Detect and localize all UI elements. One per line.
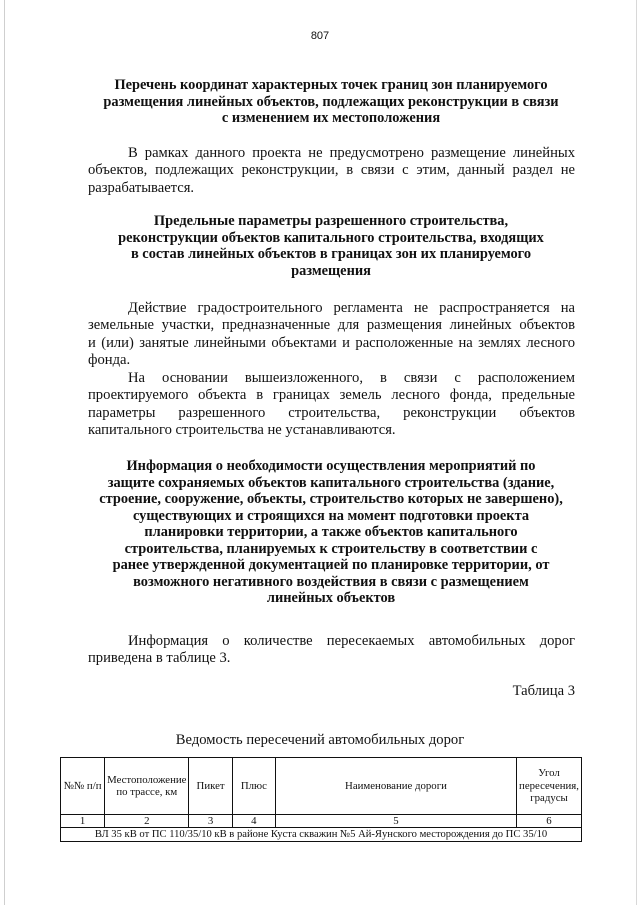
column-header-location: Местоположение по трассе, км: [105, 758, 189, 815]
paragraph-line: разрабатывается.: [88, 179, 195, 196]
heading-line: Информация о необходимости осуществления мероприятий по: [126, 458, 536, 474]
column-number: 2: [105, 815, 189, 828]
paragraph-line: проектируемого объекта в границах земель лесного фонда, предельные: [88, 387, 575, 404]
heading-line: размещения линейных объектов, подлежащих реконструкции в связи: [103, 93, 559, 110]
column-number: 4: [232, 815, 275, 828]
column-header-angle: Угол пересечения, градусы: [517, 758, 582, 815]
paragraph-line: параметры разрешенного строительства, реконструкции объектов: [88, 404, 575, 421]
column-number: 3: [189, 815, 232, 828]
heading-line: ранее утвержденной документацией по планировке территории, от: [112, 557, 550, 573]
heading-line: линейных объектов: [266, 590, 396, 606]
page-number: 807: [310, 30, 330, 42]
column-header-number: №№ п/п: [61, 758, 105, 815]
column-header-road-name: Наименование дороги: [275, 758, 516, 815]
heading-line: планировки территории, а также объектов капитального: [144, 524, 518, 540]
column-number: 1: [61, 815, 105, 828]
table-header-row: [61, 758, 582, 815]
section3-paragraph: [88, 633, 575, 668]
road-crossings-table: [60, 757, 582, 842]
heading-line: строительства, планируемых к строительству в соответствии с: [124, 540, 538, 557]
paragraph-line: земельные участки, предназначенные для размещения линейных объектов: [88, 317, 575, 334]
table-section-title: ВЛ 35 кВ от ПС 110/35/10 кВ в районе Куста скважин №5 Ай-Яунского месторождения до ПС 35/10: [61, 828, 582, 842]
paragraph-line: Информация о количестве пересекаемых автомобильных дорог: [128, 633, 575, 649]
column-header-plus: Плюс: [232, 758, 275, 815]
page-edge-right: [636, 0, 637, 905]
paragraph-line: На основании вышеизложенного, в связи с расположением: [128, 370, 575, 386]
section2-paragraph-1: [88, 300, 575, 370]
paragraph-line: Действие градостроительного регламента не распространяется на: [128, 300, 575, 316]
column-number: 5: [275, 815, 516, 828]
heading-line: размещения: [291, 262, 371, 279]
paragraph-line: приведена в таблице 3.: [88, 650, 231, 667]
heading-line: реконструкции объектов капитального строительства, входящих: [118, 229, 544, 246]
heading-line: защите сохраняемых объектов капитального строительства (здание,: [107, 474, 555, 491]
section2-heading: [78, 213, 584, 279]
paragraph-line: объектов, подлежащих реконструкции, в связи с этим, данный раздел не: [88, 162, 575, 179]
paragraph-line: капитального строительства не устанавливаются.: [88, 422, 396, 439]
heading-line: возможного негативного воздействия в связи с размещением: [133, 573, 529, 590]
paragraph-line: и (или) занятые линейными объектами и расположенные на землях лесного: [88, 334, 575, 351]
heading-line: Перечень координат характерных точек границ зон планируемого: [114, 77, 548, 93]
section3-heading: [78, 458, 584, 607]
section1-paragraph: [88, 145, 575, 197]
column-number: 6: [517, 815, 582, 828]
section2-paragraph-2: [88, 370, 575, 440]
heading-line: строение, сооружение, объекты, строительство которых не завершено),: [99, 491, 563, 507]
heading-line: с изменением их местоположения: [221, 110, 441, 126]
heading-line: существующих и строящихся на момент подготовки проекта: [132, 507, 530, 524]
heading-line: в состав линейных объектов в границах зон их планируемого: [130, 246, 532, 262]
heading-line: Предельные параметры разрешенного строительства,: [153, 213, 509, 229]
column-header-picket: Пикет: [189, 758, 232, 815]
section1-heading: [78, 77, 584, 127]
page-edge-left: [4, 0, 5, 905]
table-title: Ведомость пересечений автомобильных дорог: [175, 732, 465, 748]
paragraph-line: фонда.: [88, 352, 131, 369]
paragraph-line: В рамках данного проекта не предусмотрено размещение линейных: [128, 145, 575, 161]
column-numbers-row: [61, 815, 582, 828]
table-section-row: [61, 828, 582, 842]
table-label: Таблица 3: [512, 683, 575, 699]
